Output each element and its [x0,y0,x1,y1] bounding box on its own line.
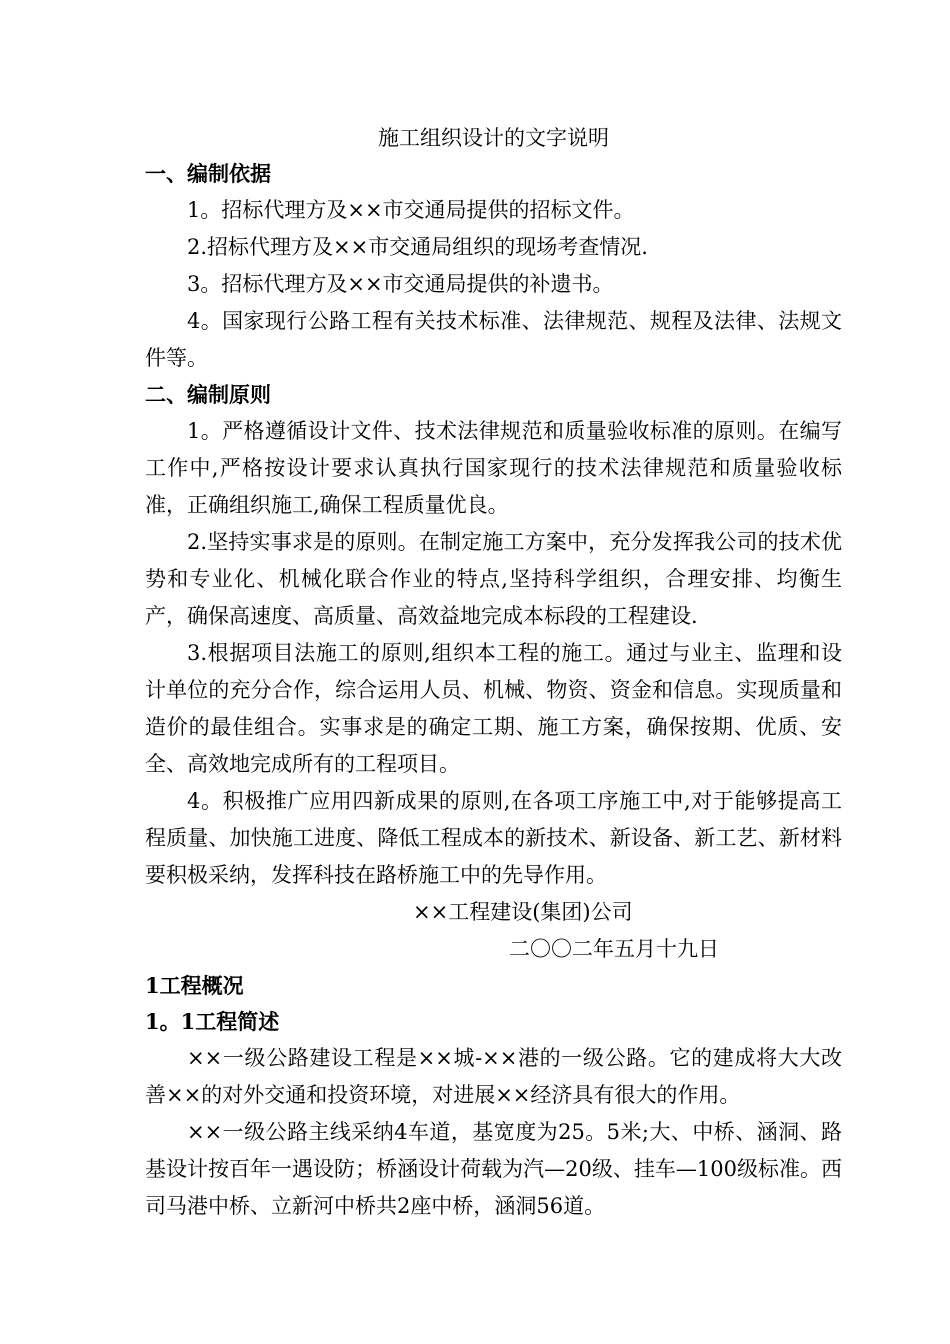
principle-item-3: 3.根据项目法施工的原则,组织本工程的施工。通过与业主、监理和设计单位的充分合作，综合运用人员、机械、物资、资金和信息。实现质量和造价的最佳组合。实事求是的确定工期、施工方案，确保按期、优质、安全、高效地完成所有的工程项目。 [145,641,842,776]
section-heading-basis: 一、编制依据 [145,161,271,186]
chapter-subheading: 1。1工程简述 [145,1009,280,1034]
basis-item-1: 1。招标代理方及××市交通局提供的招标文件。 [187,198,635,222]
section-heading-principles: 二、编制原则 [145,382,271,407]
basis-item-4: 4。国家现行公路工程有关技术标准、法律规范、规程及法律、法规文件等。 [145,309,842,370]
basis-item-2: 2.招标代理方及××市交通局组织的现场考查情况. [187,235,648,259]
principle-item-4: 4。积极推广应用四新成果的原则,在各项工序施工中,对于能够提高工程质量、加快施工进度、降低工程成本的新技术、新设备、新工艺、新材料要积极采纳，发挥科技在路桥施工中的先导作用。 [145,789,842,887]
document-page [145,120,842,1225]
overview-paragraph-1: ××一级公路建设工程是××城-××港的一级公路。它的建成将大大改善××的对外交通和投资环境，对进展××经济具有很大的作用。 [145,1046,842,1107]
principle-item-2: 2.坚持实事求是的原则。在制定施工方案中，充分发挥我公司的技术优势和专业化、机械化联合作业的特点,坚持科学组织，合理安排、均衡生产，确保高速度、高质量、高效益地完成本标段的工程建设. [145,530,842,628]
overview-paragraph-2: ××一级公路主线采纳4车道，基宽度为25。5米;大、中桥、涵洞、路基设计按百年一遇设防；桥涵设计荷载为汽—20级、挂车—100级标准。西司马港中桥、立新河中桥共2座中桥，涵洞56道。 [145,1120,842,1218]
chapter-heading: 1工程概况 [145,973,244,998]
document-title: 施工组织设计的文字说明 [378,126,609,150]
basis-item-3: 3。招标代理方及××市交通局提供的补遗书。 [187,272,614,296]
principle-item-1: 1。严格遵循设计文件、技术法律规范和质量验收标准的原则。在编写工作中,严格按设计要求认真执行国家现行的技术法律规范和质量验收标准，正确组织施工,确保工程质量优良。 [145,419,842,517]
signature-date: 二〇〇二年五月十九日 [509,937,719,961]
signature-company: ××工程建设(集团)公司 [413,900,633,924]
